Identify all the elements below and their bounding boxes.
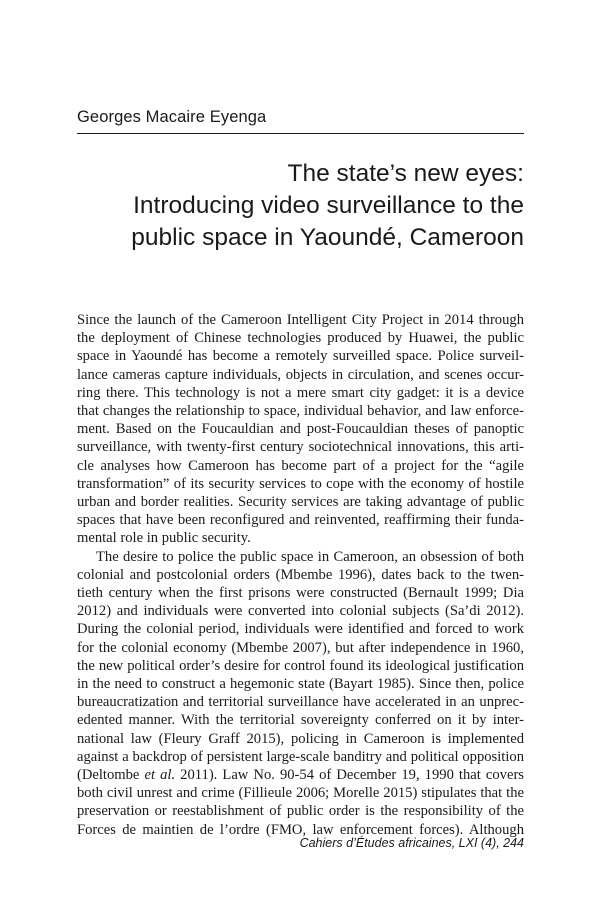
text-line-with-citation bbox=[77, 766, 524, 784]
text-line: ring there. This technology is not a mere smart city gadget: it is a device bbox=[77, 384, 524, 401]
text-line: lance cameras capture individuals, objects in circulation, and scenes occur- bbox=[77, 366, 524, 383]
title-line: Introducing video surveillance to the bbox=[133, 192, 524, 219]
text-line: both civil unrest and crime (Fillieule 2006; Morelle 2015) stipulates that the bbox=[77, 785, 524, 802]
text-line: the new political order’s desire for control found its ideological justification bbox=[77, 657, 524, 674]
text-line: that changes the relationship to space, individual behavior, and law enforce- bbox=[77, 403, 524, 420]
text-line: space in Yaoundé has become a remotely surveilled space. Police surveil- bbox=[77, 348, 524, 365]
title-line: public space in Yaoundé, Cameroon bbox=[131, 224, 524, 251]
text-line: tieth century when the first prisons were constructed (Bernault 1999; Dia bbox=[77, 585, 524, 602]
text-line: Since the launch of the Cameroon Intelligent City Project in 2014 through bbox=[77, 312, 524, 328]
text-fragment: 2011). Law No. 90-54 of December 19, 1990 that covers bbox=[180, 767, 524, 784]
text-line: national law (Fleury Graff 2015), policing in Cameroon is implemented bbox=[77, 730, 524, 747]
text-line: cle analyses how Cameroon has become part of a project for the “agile bbox=[77, 457, 524, 474]
journal-citation: Cahiers d’Études africaines, LXI (4), 244 bbox=[299, 836, 524, 850]
text-line: the deployment of Chinese technologies produced by Huawei, the public bbox=[77, 330, 524, 347]
text-line: against a backdrop of persistent large-scale banditry and political opposition bbox=[77, 748, 524, 765]
article-title bbox=[77, 158, 524, 254]
text-line: The desire to police the public space in Cameroon, an obsession of both bbox=[96, 548, 524, 565]
paragraph-1 bbox=[77, 311, 524, 548]
text-line: surveillance, with twenty-first century sociotechnical innovations, this arti- bbox=[77, 439, 524, 456]
text-line: During the colonial period, individuals were identified and forced to work bbox=[77, 621, 524, 638]
paragraph-2 bbox=[77, 548, 524, 839]
text-fragment: (Deltombe bbox=[77, 767, 145, 784]
text-line: Forces de maintien de l’ordre (FMO, law enforcement forces). Although bbox=[77, 821, 524, 838]
text-line: urban and border realities. Security services are taking advantage of public bbox=[77, 494, 524, 511]
italic-et-al: et al. bbox=[144, 767, 176, 784]
header-rule bbox=[77, 133, 524, 134]
title-line: The state’s new eyes: bbox=[287, 160, 524, 187]
author-name: Georges Macaire Eyenga bbox=[77, 108, 267, 126]
text-line: colonial and postcolonial orders (Mbembe 1996), dates back to the twen- bbox=[77, 566, 524, 583]
text-line: ment. Based on the Foucauldian and post-Foucauldian theses of panoptic bbox=[77, 421, 524, 438]
article-body bbox=[77, 311, 524, 839]
text-line: preservation or reestablishment of public order is the responsibility of the bbox=[77, 803, 524, 820]
text-line: transformation” of its security services to cope with the economy of hostile bbox=[77, 475, 524, 492]
text-line: 2012) and individuals were converted into colonial subjects (Sa’di 2012). bbox=[77, 603, 524, 620]
text-line: bureaucratization and territorial surveillance have accelerated in an unprec- bbox=[77, 694, 524, 711]
text-line: edented manner. With the territorial sovereignty conferred on it by inter- bbox=[77, 712, 524, 729]
text-line: spaces that have been reconfigured and reinvented, reaffirming their funda- bbox=[77, 512, 524, 529]
text-line: mental role in public security. bbox=[77, 530, 251, 547]
text-line: in the need to construct a hegemonic state (Bayart 1985). Since then, police bbox=[77, 676, 524, 693]
text-line: for the colonial economy (Mbembe 2007), but after independence in 1960, bbox=[77, 639, 524, 656]
